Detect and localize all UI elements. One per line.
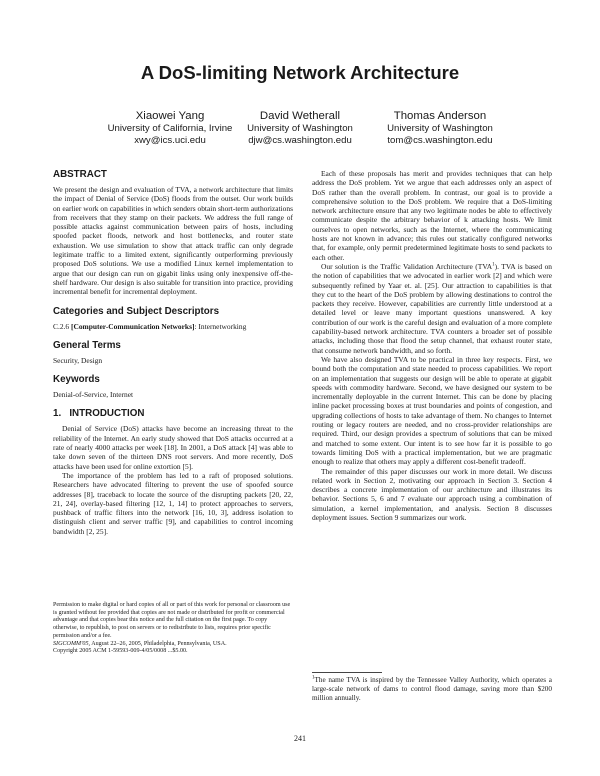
categories-heading: Categories and Subject Descriptors	[53, 305, 220, 317]
body-paragraph-3: We have also designed TVA to be practical in three key respects. First, we bound both the computation and state needed to process capabilities. We report on an implementation that suggests our design will be able to operate at gigabit speeds with commodity hardware. Second, we have designed our system to be incrementally deployable in the current Internet. This can be done by placing inline packet processing boxes at trust boundaries and points of congestion, and upgrading collections of hosts to take advantage of them. No changes to Internet routing or legacy routers are needed, and no cross-provider relationships are required. Third, our design provides a spectrum of solutions that can be mixed and matched to some extent. Our intent is to see how far it is possible to go towards limiting DoS with a practical implementation, but we are pragmatic enough to realize that others may apply a different cost-benefit tradeoff.	[312, 354, 552, 467]
abstract-text: We present the design and evaluation of TVA, a network architecture that limits the impact of Denial of Service (DoS) floods from the outset. Our work builds on earlier work on capabilities in which senders obtain short-term authorizations from receivers that they stamp on their packets. We address the full range of possible attacks against communication between pairs of hosts, including spoofed packet floods, network and host bottlenecks, and router state exhaustion. We use simulation to show that attack traffic can only degrade legitimate traffic to a limited extent, significantly outperforming previously proposed DoS solutions. We use a modified Linux kernel implementation to argue that our design can run on gigabit links using only inexpensive off-the-shelf hardware. Our design is also suitable for transition into practice, providing incremental benefit for incremental deployment.	[53, 185, 293, 297]
author-affiliation: University of Washington	[387, 123, 493, 134]
footnote-mark: 1	[312, 675, 315, 681]
footnote-marker: 1	[492, 262, 495, 268]
keywords-text: Denial-of-Service, Internet	[53, 390, 134, 400]
author-affiliation: University of Washington	[247, 123, 353, 134]
intro-paragraph-1: Denial of Service (DoS) attacks have become an increasing threat to the reliability of the Internet. An early study showed that DoS attacks occurred at a rate of nearly 4000 attacks per week [18]. In 2001, a DoS attack [4] was able to take down seven of the thirteen DNS root servers. And more recently, DoS attacks have been used for online extortion [5].	[53, 424, 293, 471]
author-affiliation: University of California, Irvine	[107, 123, 233, 134]
intro-paragraph-2: The importance of the problem has led to a raft of proposed solutions. Researchers have advocated filtering to prevent the use of spoofed source addresses [8], traceback to locate the source of the disrupting packets [20, 22, 21, 24], overlay-based filtering [12, 1, 14] to protect approaches to servers, pushback of traffic filters into the network [16, 10, 3], address isolation to distinguish client and server traffic [9], and capabilities to control incoming bandwidth [2, 25].	[53, 470, 293, 536]
footnote-rule	[312, 672, 382, 673]
abstract-heading: ABSTRACT	[53, 169, 107, 180]
left-column	[53, 169, 293, 536]
keywords-heading: Keywords	[53, 374, 100, 386]
permission-text: Permission to make digital or hard copies of all or part of this work for personal or classroom use is granted without fee provided that copies are not made or distributed for profit or commercial advantage and that copies bear this notice and the full citation on the first page. To copy otherwise, to republish, to post on servers or to redistribute to lists, requires prior specific permission and/or a fee.	[53, 602, 291, 639]
author-name: David Wetherall	[259, 110, 341, 122]
permission-notice	[53, 602, 293, 656]
page-number: 241	[294, 734, 306, 743]
author-email: xwy@ics.uci.edu	[134, 135, 206, 146]
author-name: Thomas Anderson	[393, 110, 487, 122]
venue-line: SIGCOMM'05, August 22–26, 2005, Philadelphia, Pennsylvania, USA.	[53, 640, 227, 647]
footnote	[312, 676, 552, 703]
body-paragraph-4: The remainder of this paper discusses our work in more detail. We discuss related work in Section 2, motivating our approach in Section 3. Section 4 describes a concrete implementation of our architecture and illustrates its behavior. Sections 5, 6 and 7 evaluate our approach using a combination of simulation, a kernel implementation, and analysis. Section 8 discusses deployment issues. Section 9 summarizes our work.	[312, 466, 552, 522]
author-block-3	[340, 109, 540, 147]
general-terms-heading: General Terms	[53, 339, 121, 351]
body-paragraph-1: Each of these proposals has merit and provides techniques that can help address the DoS problem. Yet we argue that each addresses only an aspect of DoS rather than the overall problem. In contrast, our goal is to provide a comprehensive solution to the DoS problem. We require that a DoS-limiting network architecture ensure that any two legitimate nodes be able to effectively communicate despite the arbitrary behavior of k attacking hosts. We limit ourselves to open networks, such as the Internet, where the communicating hosts are not known in advance; this rules out statically configured networks that, for example, only permit predetermined legitimate hosts to send packets to each other.	[312, 169, 552, 262]
general-terms-text: Security, Design	[53, 355, 103, 365]
categories-text	[53, 322, 293, 331]
right-column	[312, 169, 552, 522]
author-name: Xiaowei Yang	[135, 110, 205, 122]
author-email: djw@cs.washington.edu	[248, 135, 352, 146]
paper-title: A DoS-limiting Network Architecture	[140, 62, 460, 83]
category-subject: : Internetworking	[194, 321, 247, 331]
category-name: [Computer-Communication Networks]	[70, 321, 195, 331]
author-email: tom@cs.washington.edu	[387, 135, 493, 146]
body-paragraph-2: Our solution is the Traffic Validation Architecture (TVA$^1$). TVA is based on the notion of capabilities that we advocated in earlier work [2] and which were subsequently refined by Yaar et. al. [25]. Our attraction to capabilities is that they cut to the heart of the DoS problem by allowing destinations to control the packets they receive. However, capabilities are currently little understood at a detailed level or leave many important questions unanswered. A key contribution of our work is the careful design and evaluation of a more complete capability-based network architecture. TVA counters a broader set of possible attacks, including those that flood the setup channel, that exhaust router state, that consume network bandwidth, and so forth.	[312, 261, 553, 355]
footnote-text: The name TVA is inspired by the Tennessee Valley Authority, which operates a large-scale network of dams to control flood damage, saving more than $200 million annually.	[312, 676, 552, 702]
category-code: C.2.6	[53, 321, 70, 331]
introduction-heading: 1. INTRODUCTION	[53, 408, 145, 420]
copyright-line: Copyright 2005 ACM 1-59593-009-4/05/0008 ...$5.00.	[53, 648, 188, 655]
